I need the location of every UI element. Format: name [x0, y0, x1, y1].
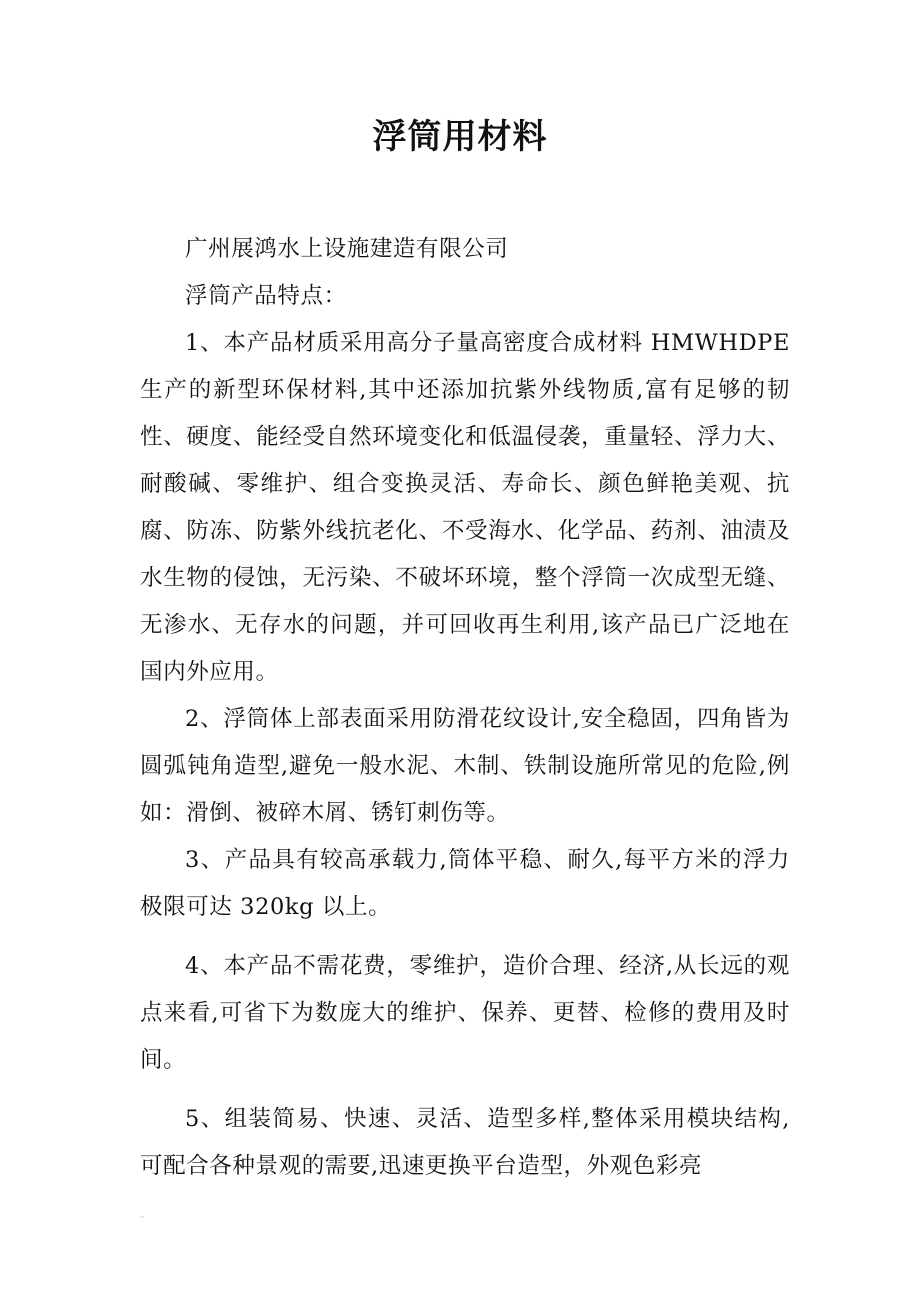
page-mark [140, 1216, 144, 1218]
feature-4-paragraph: 4、本产品不需花费，零维护，造价合理、经济,从长远的观点来看,可省下为数庞大的维护、保养、更替、检修的费用及时间。 [140, 953, 790, 1073]
features-heading-paragraph: 浮筒产品特点： [185, 283, 347, 309]
document-body [140, 226, 790, 1190]
feature-5-paragraph: 5、组装简易、快速、灵活、造型多样,整体采用模块结构,可配合各种景观的需要,迅速更换平台造型，外观色彩亮 [140, 1106, 790, 1179]
feature-2-paragraph: 2、浮筒体上部表面采用防滑花纹设计,安全稳固，四角皆为圆弧钝角造型,避免一般水泥、木制、铁制设施所常见的危险,例如：滑倒、被碎木屑、锈钉刺伤等。 [140, 706, 790, 826]
company-name-paragraph: 广州展鸿水上设施建造有限公司 [185, 236, 509, 262]
feature-1-paragraph: 1、本产品材质采用高分子量高密度合成材料 HMWHDPE 生产的新型环保材料,其中还添加抗紫外线物质,富有足够的韧性、硬度、能经受自然环境变化和低温侵袭，重量轻、浮力大、耐酸碱、零维护、组合变换灵活、寿命长、颜色鲜艳美观、抗腐、防冻、防紫外线抗老化、不受海水、化学品、药剂、油渍及水生物的侵蚀，无污染、不破坏环境，整个浮筒一次成型无缝、无渗水、无存水的问题，并可回收再生利用,该产品已广泛地在国内外应用。 [140, 330, 790, 685]
document-title: 浮筒用材料 [372, 117, 548, 157]
feature-3-paragraph: 3、产品具有较高承载力,筒体平稳、耐久,每平方米的浮力极限可达 320kg 以上。 [140, 847, 790, 920]
